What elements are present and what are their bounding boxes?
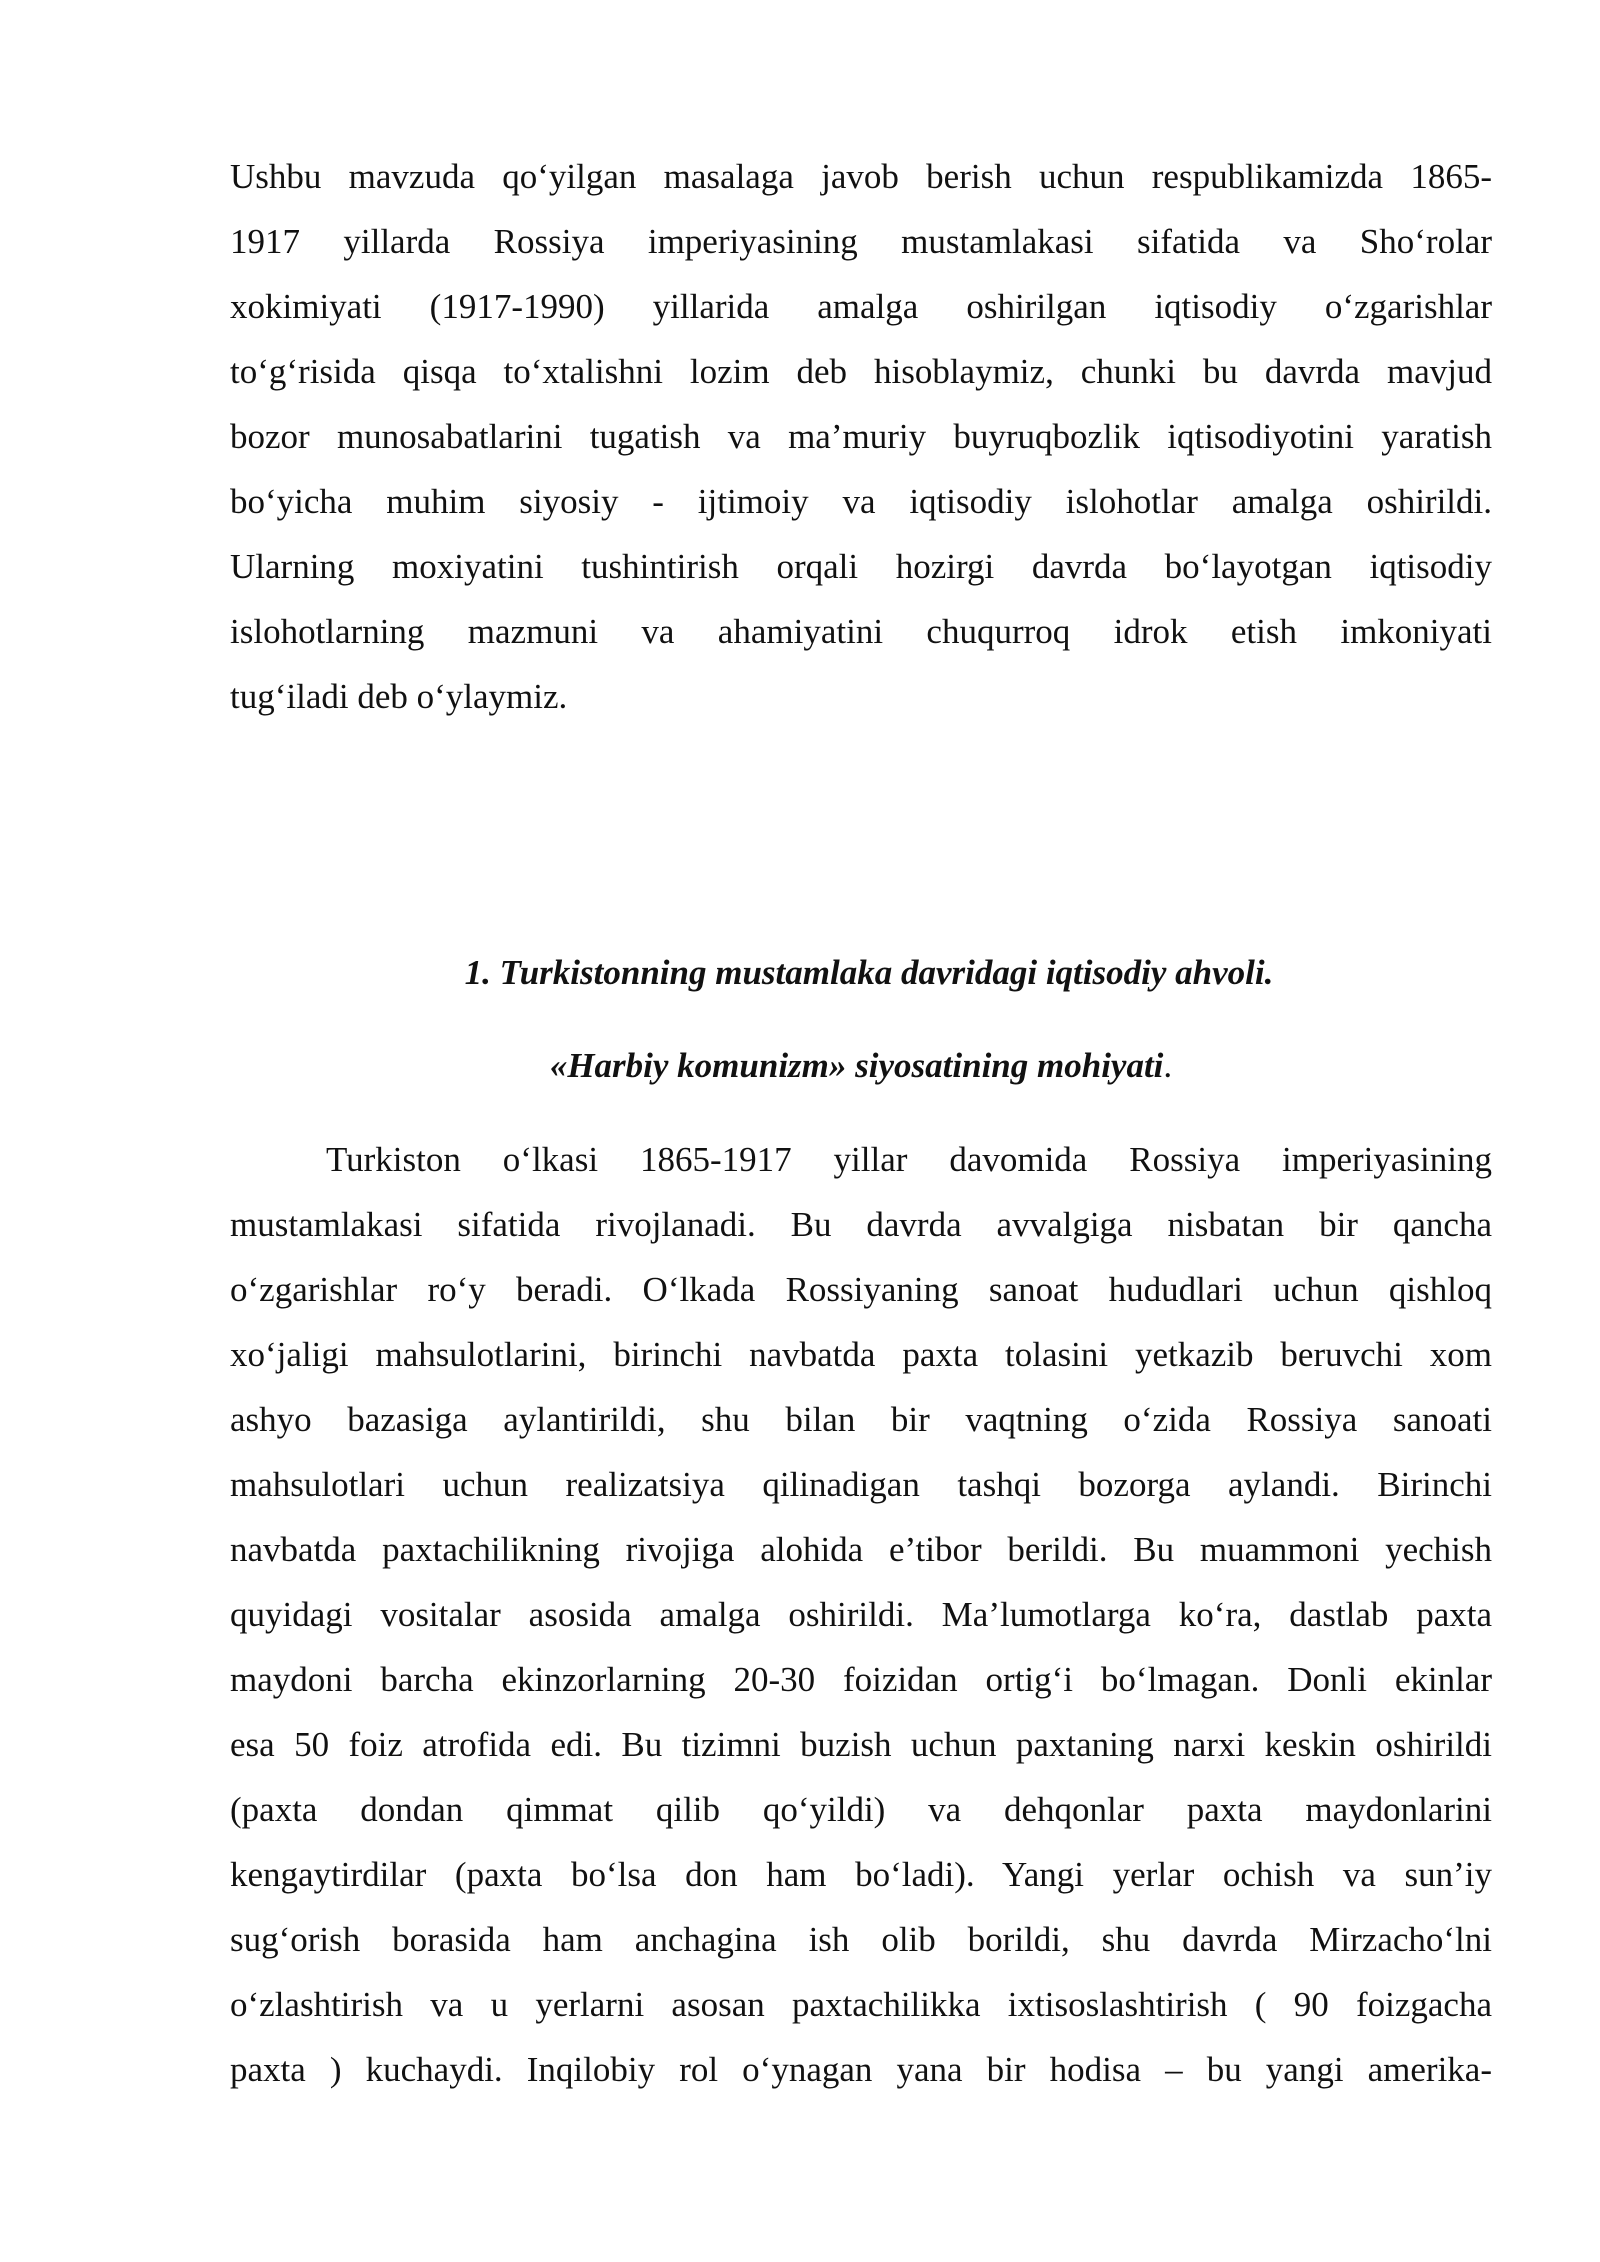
body-line: Turkiston o‘lkasi 1865-1917 yillar davomida Rossiya imperiyasining [326,1140,1492,1179]
section-subheading [230,1043,1492,1089]
intro-line: tug‘iladi deb o‘ylaymiz. [230,677,568,716]
body-paragraph [230,1127,1492,2102]
body-line: xo‘jaligi mahsulotlarini, birinchi navbatda paxta tolasini yetkazib beruvchi xom [230,1335,1492,1374]
body-line: (paxta dondan qimmat qilib qo‘yildi) va dehqonlar paxta maydonlarini [230,1790,1492,1829]
body-line: esa 50 foiz atrofida edi. Bu tizimni buzish uchun paxtaning narxi keskin oshirildi [230,1725,1492,1764]
body-line: ashyo bazasiga aylantirildi, shu bilan bir vaqtning o‘zida Rossiya sanoati [230,1400,1492,1439]
body-line: quyidagi vositalar asosida amalga oshirildi. Ma’lumotlarga ko‘ra, dastlab paxta [230,1595,1492,1634]
body-line: maydoni barcha ekinzorlarning 20-30 foizidan ortig‘i bo‘lmagan. Donli ekinlar [230,1660,1492,1699]
body-line: paxta ) kuchaydi. Inqilobiy rol o‘ynagan yana bir hodisa – bu yangi amerika- [230,2050,1492,2089]
body-line: o‘zlashtirish va u yerlarni asosan paxtachilikka ixtisoslashtirish ( 90 foizgacha [230,1985,1492,2024]
body-line: mahsulotlari uchun realizatsiya qilinadigan tashqi bozorga aylandi. Birinchi [230,1465,1492,1504]
intro-line: 1917 yillarda Rossiya imperiyasining mustamlakasi sifatida va Sho‘rolar [230,222,1492,261]
intro-line: bozor munosabatlarini tugatish va ma’muriy buyruqbozlik iqtisodiyotini yaratish [230,417,1492,456]
body-line: kengaytirdilar (paxta bo‘lsa don ham bo‘ladi). Yangi yerlar ochish va sun’iy [230,1855,1492,1894]
intro-line: xokimiyati (1917-1990) yillarida amalga oshirilgan iqtisodiy o‘zgarishlar [230,287,1492,326]
body-line: mustamlakasi sifatida rivojlanadi. Bu davrda avvalgiga nisbatan bir qancha [230,1205,1492,1244]
intro-paragraph [230,144,1492,729]
body-line: navbatda paxtachilikning rivojiga alohida e’tibor berildi. Bu muammoni yechish [230,1530,1492,1569]
body-line: o‘zgarishlar ro‘y beradi. O‘lkada Rossiyaning sanoat hududlari uchun qishloq [230,1270,1492,1309]
section-subheading-dot: . [1163,1046,1173,1085]
intro-line: to‘g‘risida qisqa to‘xtalishni lozim deb hisoblaymiz, chunki bu davrda mavjud [230,352,1492,391]
section-heading: 1. Turkistonning mustamlaka davridagi iqtisodiy ahvoli. [464,953,1274,992]
section-subheading-text: «Harbiy komunizm» siyosatining mohiyati [549,1046,1164,1085]
intro-line: Ushbu mavzuda qo‘yilgan masalaga javob berish uchun respublikamizda 1865- [230,157,1492,196]
intro-line: bo‘yicha muhim siyosiy - ijtimoiy va iqtisodiy islohotlar amalga oshirildi. [230,482,1492,521]
body-line: sug‘orish borasida ham anchagina ish olib borildi, shu davrda Mirzacho‘lni [230,1920,1492,1959]
intro-line: islohotlarning mazmuni va ahamiyatini chuqurroq idrok etish imkoniyati [230,612,1492,651]
intro-line: Ularning moxiyatini tushintirish orqali hozirgi davrda bo‘layotgan iqtisodiy [230,547,1492,586]
